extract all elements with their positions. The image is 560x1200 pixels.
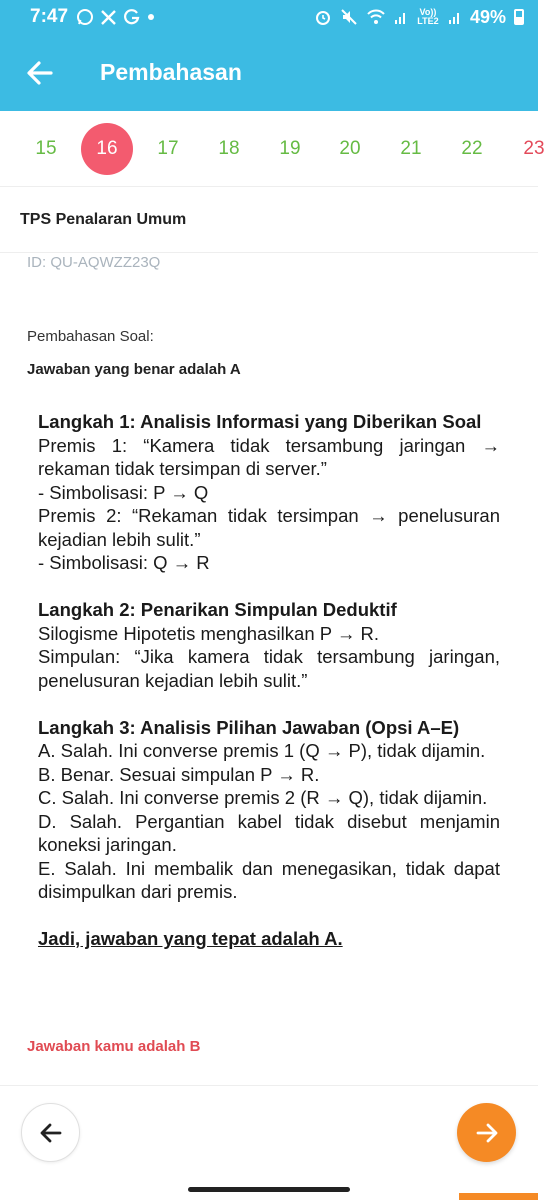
signal-icon <box>394 9 408 25</box>
mute-icon <box>340 8 358 26</box>
status-time: 7:47 <box>30 6 69 27</box>
question-number-strip <box>0 111 545 187</box>
question-number[interactable]: 17 <box>157 138 179 159</box>
whatsapp-icon <box>76 8 94 26</box>
page-title: Pembahasan <box>100 59 242 85</box>
option-c: C. Salah. Ini converse premis 2 (R → Q), tidak dijamin. <box>38 787 488 808</box>
option-d: D. Salah. Pergantian kabel tidak disebut menjamin koneksi jaringan. <box>38 810 500 855</box>
divider <box>0 252 538 253</box>
previous-button[interactable] <box>21 1103 80 1162</box>
x-icon <box>100 9 117 26</box>
correct-answer-text: Jawaban yang benar adalah A <box>27 361 241 378</box>
signal-icon <box>448 9 462 25</box>
question-number[interactable]: 19 <box>279 138 301 159</box>
question-number[interactable]: 22 <box>461 138 483 159</box>
battery-icon <box>514 9 524 25</box>
status-bar <box>0 0 538 34</box>
next-button-shadow <box>459 1193 538 1200</box>
step1-premise2: Premis 2: “Rekaman tidak tersimpan → penelusuran kejadian lebih sulit.” <box>38 505 500 550</box>
step1-title: Langkah 1: Analisis Informasi yang Diberikan Soal <box>38 411 482 432</box>
alarm-icon <box>314 8 332 26</box>
question-number[interactable]: 21 <box>400 138 422 159</box>
arrow-right-icon <box>475 1122 499 1144</box>
arrow-left-icon <box>39 1122 63 1144</box>
option-e: E. Salah. Ini membalik dan menegasikan, tidak dapat disimpulkan dari premis. <box>38 857 500 902</box>
battery-percent: 49% <box>469 6 506 27</box>
question-number[interactable]: 15 <box>35 138 57 159</box>
explanation-body <box>38 410 500 951</box>
question-number[interactable]: 18 <box>218 138 240 159</box>
g-icon <box>123 8 141 26</box>
back-button[interactable] <box>0 34 80 111</box>
home-indicator[interactable] <box>188 1187 350 1192</box>
step2-line1: Silogisme Hipotetis menghasilkan P → R. <box>38 622 380 644</box>
final-answer: Jadi, jawaban yang tepat adalah A. <box>38 928 343 949</box>
your-answer-text: Jawaban kamu adalah B <box>27 1038 201 1055</box>
app-bar <box>0 34 538 111</box>
wifi-icon <box>366 8 386 26</box>
volte-icon: Vo)) LTE2 <box>417 7 439 26</box>
option-a: A. Salah. Ini converse premis 1 (Q → P), tidak dijamin. <box>38 740 486 761</box>
step3-title: Langkah 3: Analisis Pilihan Jawaban (Opsi A–E) <box>38 716 460 738</box>
question-number-active[interactable]: 16 <box>81 123 133 175</box>
question-id: ID: QU-AQWZZ23Q <box>27 254 161 271</box>
option-b: B. Benar. Sesuai simpulan P → R. <box>38 763 320 785</box>
next-button[interactable] <box>457 1103 516 1162</box>
dot-icon <box>147 13 155 21</box>
step2-line2: Simpulan: “Jika kamera tidak tersambung jaringan, penelusuran kejadian lebih sulit.” <box>38 646 500 691</box>
step1-premise2-symbol: - Simbolisasi: Q → R <box>38 552 210 573</box>
step1-premise1-symbol: - Simbolisasi: P → Q <box>38 481 209 503</box>
section-title: TPS Penalaran Umum <box>20 211 187 228</box>
question-number[interactable]: 20 <box>339 138 361 159</box>
step2-title: Langkah 2: Penarikan Simpulan Deduktif <box>38 599 397 620</box>
arrow-left-icon <box>26 60 54 86</box>
step1-premise1: Premis 1: “Kamera tidak tersambung jaringan → rekaman tidak tersimpan di server.” <box>38 434 500 479</box>
explanation-label: Pembahasan Soal: <box>27 328 154 345</box>
divider <box>0 1085 538 1086</box>
question-number[interactable]: 23 <box>523 138 545 159</box>
